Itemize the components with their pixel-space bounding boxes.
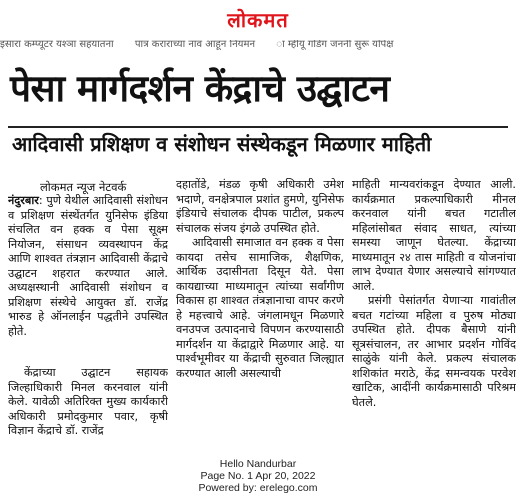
footer-page-date: Page No. 1 Apr 20, 2022 xyxy=(200,470,316,482)
paragraph: प्रसंगी पेसांतर्गत येणाऱ्या गावांतील बचत गटांच्या महिला व पुरुष मोठ्या उपस्थित होते. दीपक बैसाणे यांनी सूत्रसंचालन, तर आभार प्रदर्शन गोविंद साळुंके यांनी केले. प्रकल्प संचालक शशिकांत मराठे, केंद्र समन्वयक परवेश खाटिक, आदींनी कार्यक्रमासाठी परिश्रम घेतले. xyxy=(352,294,516,409)
article-headline: पेसा मार्गदर्शन केंद्राचे उद्घाटन xyxy=(10,67,390,110)
page-footer xyxy=(0,458,516,494)
article-column-3 xyxy=(352,178,516,454)
paragraph: आदिवासी समाजात वन हक्क व पेसा कायदा तसेच सामाजिक, शैक्षणिक, आर्थिक उदासीनता दिसून येते. पेसा कायद्याच्या माध्यमातून त्यांच्या सर्वांगीण विकास हा शाश्वत तंत्रज्ञानाचा वापर करणे हे महत्त्वाचे आहे. जंगलामधून मिळणारे वनउपज उत्पादनाचे विपणन करण्यासाठी मार्गदर्शन या केंद्राद्वारे मिळणार आहे. या पार्श्वभूमीवर या केंद्राची सुरुवात जिल्ह्यात करण्यात आली असल्याची xyxy=(176,236,344,380)
footer-powered-by: Powered by: erelego.com xyxy=(198,482,318,494)
article-column-2 xyxy=(176,178,344,454)
clip-fragment: इसारा कम्प्यूटर यश्ञा संहयातना xyxy=(0,40,114,50)
clipped-previous-article-strip xyxy=(0,40,516,50)
lokmat-logo: लोकमत xyxy=(227,8,289,32)
paragraph xyxy=(8,194,168,339)
article-column-1-continued xyxy=(8,366,168,454)
clip-fragment: पात्र कराराच्या नाव आहून नियमन xyxy=(134,40,255,50)
paragraph: केंद्राच्या उद्घाटन सहायक जिल्हाधिकारी मिनल करनवाल यांनी केले. यावेळी अतिरिक्त मुख्य कार्यकारी अधिकारी प्रमोदकुमार पवार, कृषी विज्ञान केंद्राचे डॉ. राजेंद्र xyxy=(8,366,168,437)
article-subheadline: आदिवासी प्रशिक्षण व संशोधन संस्थेकडून मिळणार माहिती xyxy=(12,132,432,156)
masthead xyxy=(0,0,516,34)
paragraph-text: : पुणे येथील आदिवासी संशोधन व प्रशिक्षण संस्थेंतर्गत युनिसेफ इंडिया संचलित वन हक्क व पेसा सूक्ष्म नियोजन, संसाधन व्यवस्थापन केंद्र आणि शाश्वत तंत्रज्ञान आदिवासी केंद्राचे उद्घाटन शहरात करण्यात आले. अध्यक्षस्थानी आदिवासी संशोधन व प्रशिक्षण संस्थेचे आयुक्त डॉ. राजेंद्र भारुड हे ऑनलाईन पद्धतीने उपस्थित होते. xyxy=(8,194,168,338)
footer-edition: Hello Nandurbar xyxy=(219,458,297,470)
paragraph: दहातोंडे, मंडळ कृषी अधिकारी उमेश भदाणे, वनक्षेत्रपाल प्रशांत हुमणे, युनिसेफ इंडियाचे संचालक दीपक पाटील, प्रकल्प संचालक संजय इंगळे उपस्थित होते. xyxy=(176,178,344,235)
dateline: नंदुरबार xyxy=(8,194,39,207)
clip-fragment: ा म्हीयू गडिग जननी सुरू योपेक्ष xyxy=(276,40,394,50)
byline: लोकमत न्यूज नेटवर्क xyxy=(40,180,127,194)
article-column-1 xyxy=(8,194,168,366)
paragraph: माहिती मान्यवरांकडून देण्यात आली. कार्यक्रमात प्रकल्पाधिकारी मीनल करनवाल यांनी बचत गटातील महिलांसोबत संवाद साधत, त्यांच्या समस्या जाणून घेतल्या. केंद्राच्या माध्यमातून २४ तास माहिती व योजनांचा लाभ देण्यात येणार असल्याचे सांगण्यात आले. xyxy=(352,178,516,293)
headline-divider xyxy=(8,126,508,128)
